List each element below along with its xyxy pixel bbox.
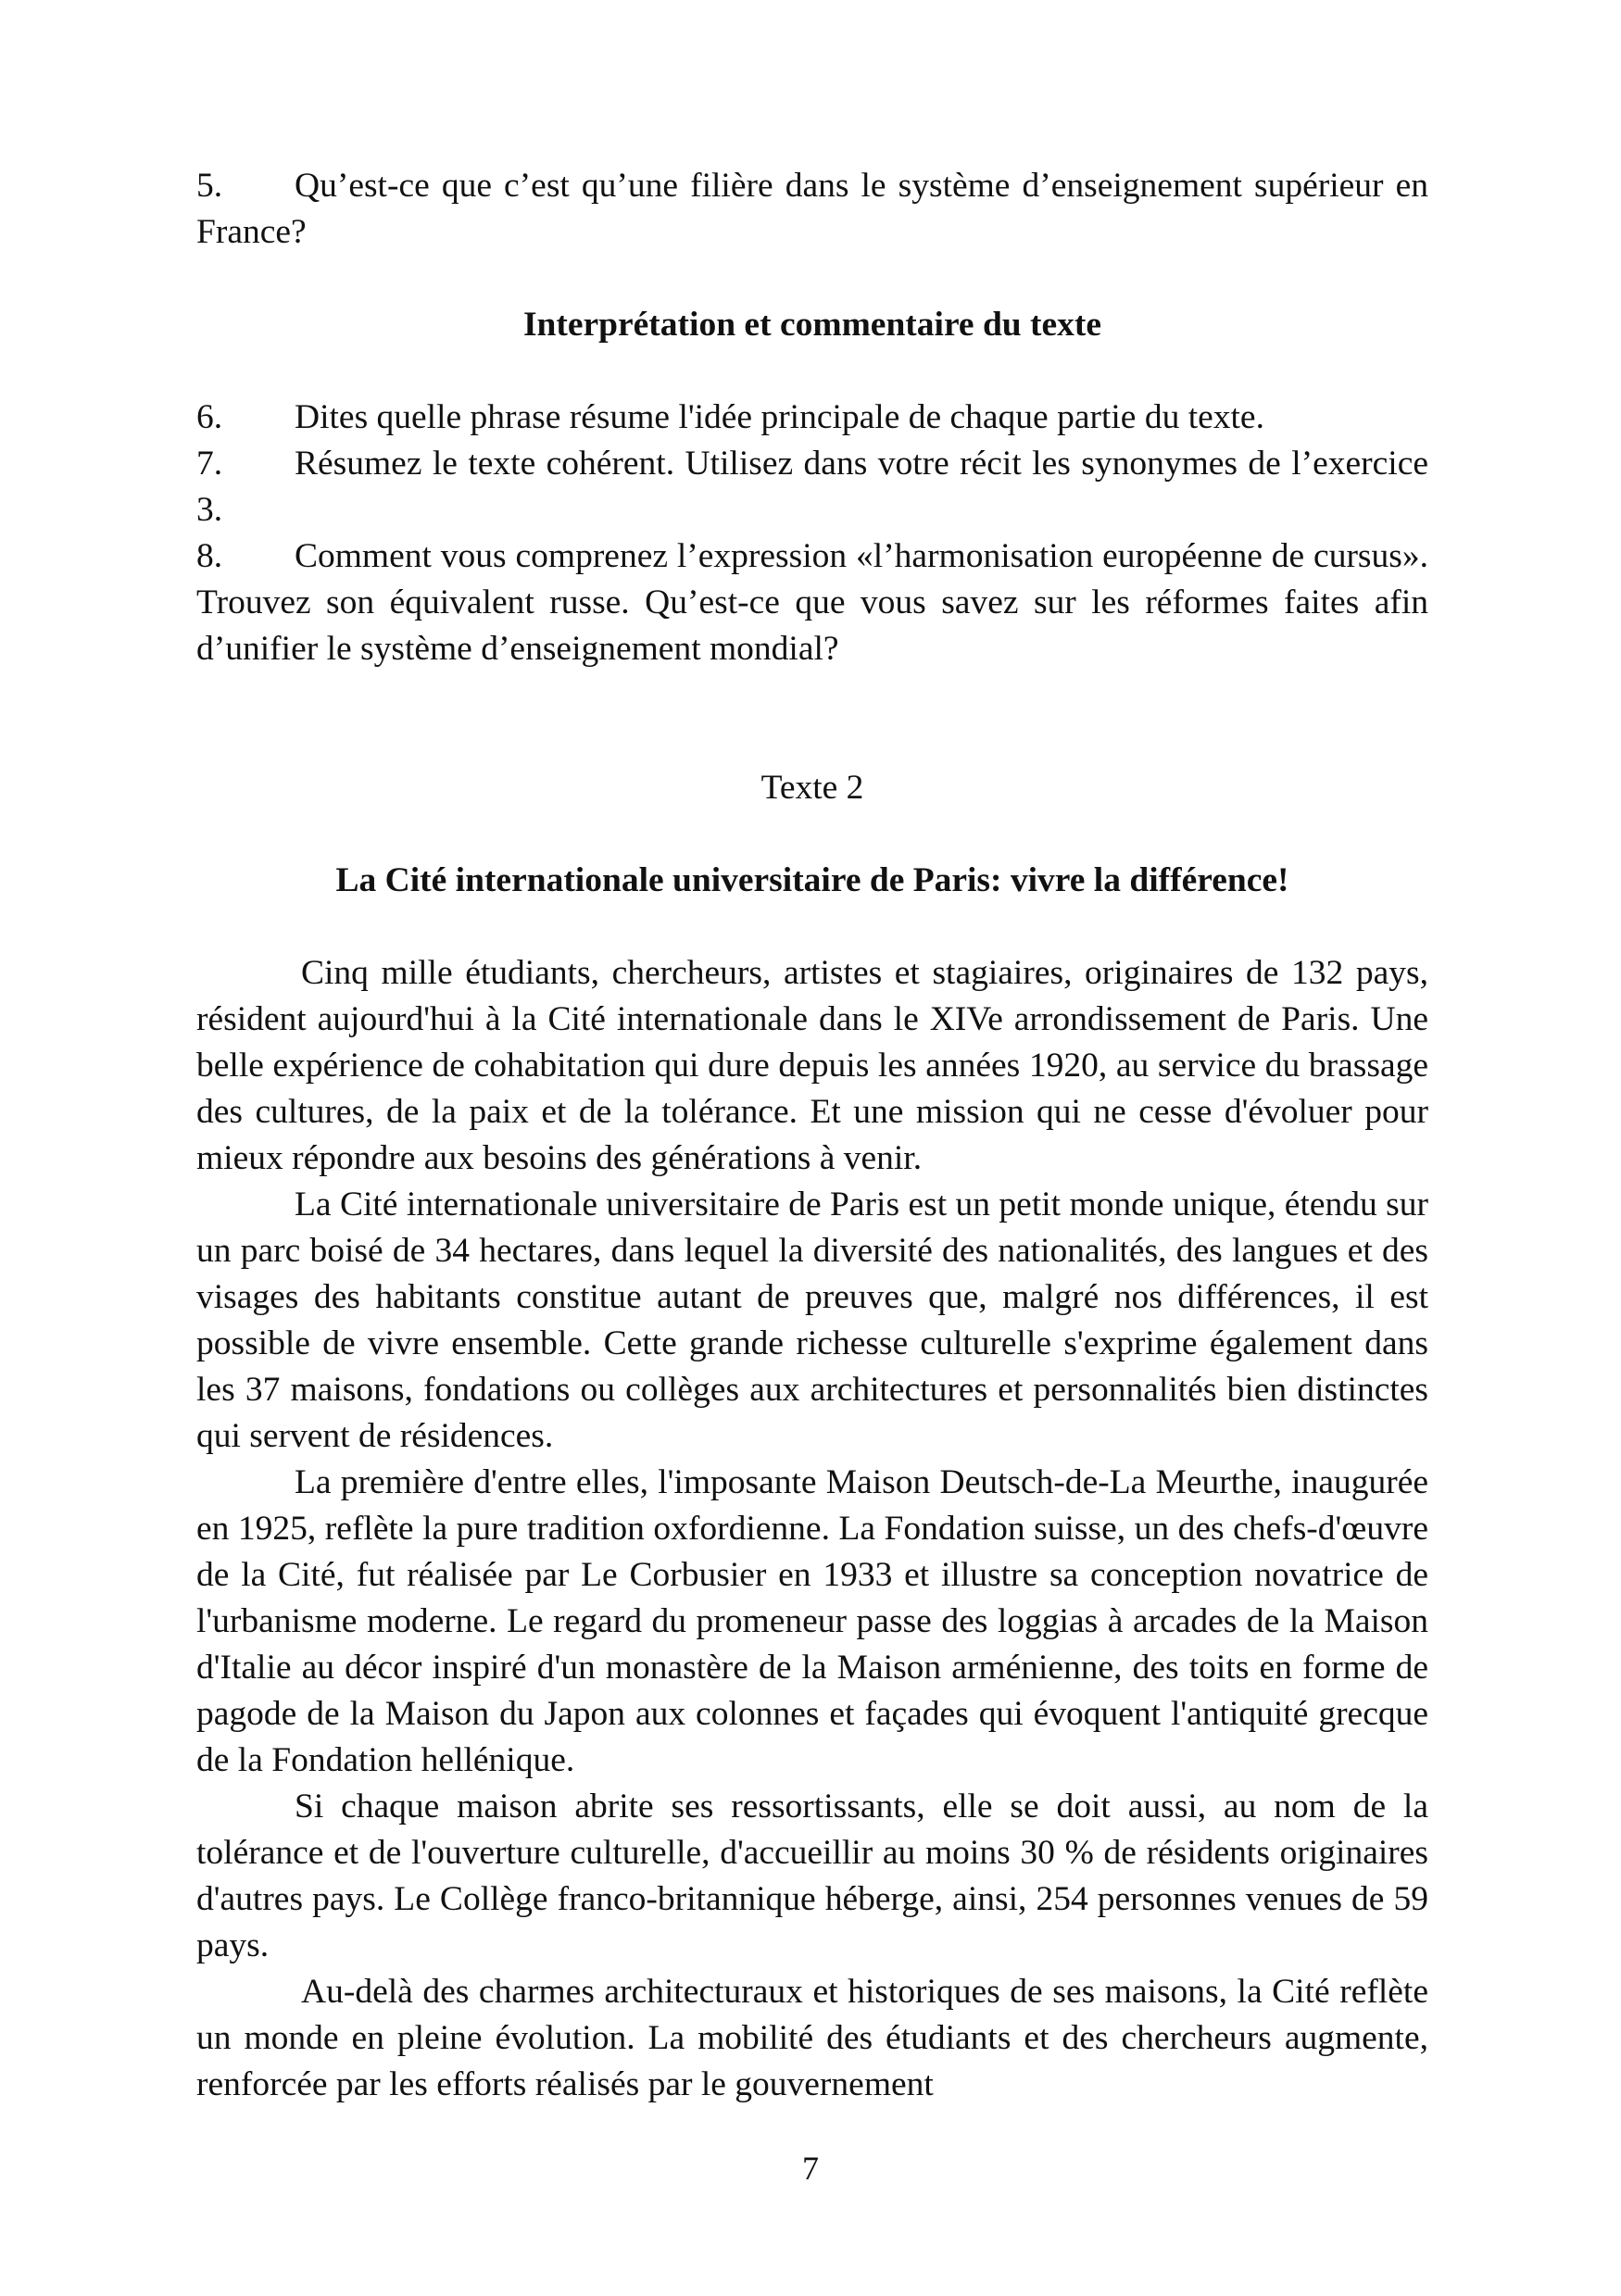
question-text: Dites quelle phrase résume l'idée principale de chaque partie du texte. xyxy=(295,398,1264,436)
document-page xyxy=(196,163,1428,2108)
question-number: 6. xyxy=(196,398,223,436)
article-paragraph-1: Cinq mille étudiants, chercheurs, artistes et stagiaires, originaires de 132 pays, résident aujourd'hui à la Cité internationale dans le XIVe arrondissement de Paris. Une belle expérience de cohabitation qui dure depuis les années 1920, au service du brassage des cultures, de la paix et de la tolérance. Et une mission qui ne cesse d'évoluer pour mieux répondre aux besoins des générations à venir. xyxy=(196,954,1428,1177)
question-7 xyxy=(196,441,1428,533)
section-heading: Interprétation et commentaire du texte xyxy=(522,306,1102,344)
question-6 xyxy=(196,395,1428,441)
article-paragraph-3: La première d'entre elles, l'imposante Maison Deutsch-de-La Meurthe, inaugurée en 1925, reflète la pure tradition oxfordienne. La Fondation suisse, un des chefs-d'œuvre de la Cité, fut réalisée par Le Corbusier en 1933 et illustre sa conception novatrice de l'urbanisme moderne. Le regard du promeneur passe des loggias à arcades de la Maison d'Italie au décor inspiré d'un monastère de la Maison arménienne, des toits en forme de pagode de la Maison du Japon aux colonnes et façades qui évoquent l'antiquité grecque de la Fondation hellénique. xyxy=(196,1463,1428,1779)
article-paragraph-4: Si chaque maison abrite ses ressortissants, elle se doit aussi, au nom de la tolérance et de l'ouverture culturelle, d'accueillir au moins 30 % de résidents originaires d'autres pays. Le Collège franco-britannique héberge, ainsi, 254 personnes venues de 59 pays. xyxy=(196,1788,1428,1964)
question-5 xyxy=(196,163,1428,256)
text-label: Texte 2 xyxy=(760,769,864,807)
article-title: La Cité internationale universitaire de Paris: vivre la différence! xyxy=(335,861,1289,899)
question-number: 8. xyxy=(196,537,223,575)
question-text: Qu’est-ce que c’est qu’une filière dans le système d’enseignement supérieur en France? xyxy=(196,167,1428,251)
question-text: Comment vous comprenez l’expression «l’harmonisation européenne de cursus». Trouvez son équivalent russe. Qu’est-ce que vous savez sur les réformes faites afin d’unifier le système d’enseignement mondial? xyxy=(196,537,1428,668)
page-number: 7 xyxy=(802,2150,819,2187)
article-paragraph-5: Au-delà des charmes architecturaux et historiques de ses maisons, la Cité reflète un monde en pleine évolution. La mobilité des étudiants et des chercheurs augmente, renforcée par les efforts réalisés par le gouvernement xyxy=(196,1973,1428,2103)
article-paragraph-2: La Cité internationale universitaire de Paris est un petit monde unique, étendu sur un parc boisé de 34 hectares, dans lequel la diversité des nationalités, des langues et des visages des habitants constitue autant de preuves que, malgré nos différences, il est possible de vivre ensemble. Cette grande richesse culturelle s'exprime également dans les 37 maisons, fondations ou collèges aux architectures et personnalités bien distinctes qui servent de résidences. xyxy=(196,1186,1428,1455)
question-number: 7. xyxy=(196,445,223,483)
question-text: Résumez le texte cohérent. Utilisez dans votre récit les synonymes de l’exercice 3. xyxy=(196,445,1428,529)
question-number: 5. xyxy=(196,167,223,205)
question-8 xyxy=(196,533,1428,672)
